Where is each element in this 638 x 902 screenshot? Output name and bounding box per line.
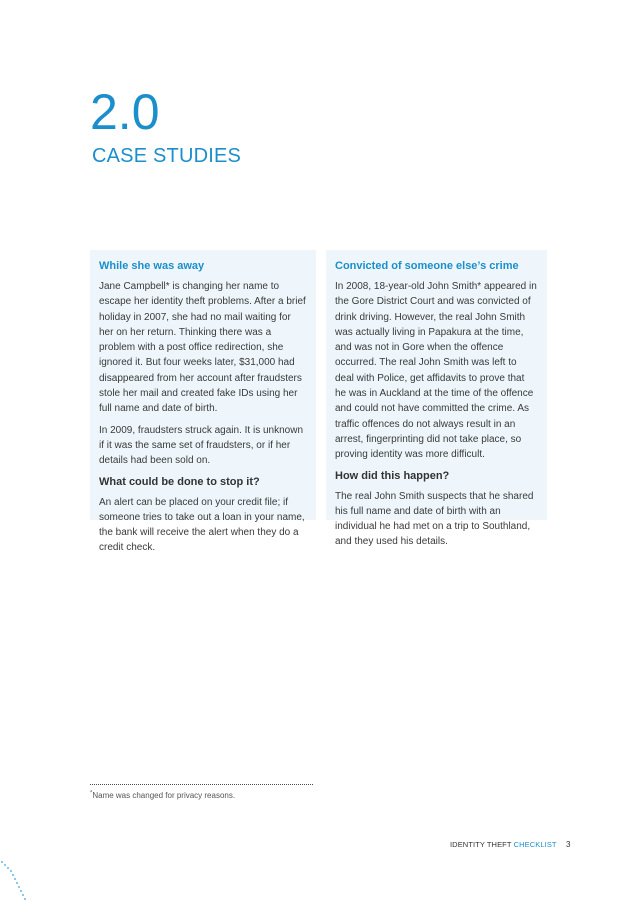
case-paragraph: An alert can be placed on your credit file; if someone tries to take out a loan in your name, the bank will receive the alert when they do a credit check. [99, 496, 305, 554]
case-paragraph: The real John Smith suspects that he shared his full name and date of birth with an individual he had met on a trip to Southland, and they used his details. [335, 490, 534, 548]
section-title: CASE STUDIES [92, 145, 242, 167]
case-heading: While she was away [99, 260, 205, 272]
footnote-text: Name was changed for privacy reasons. [92, 791, 236, 800]
section-number: 2.0 [90, 84, 160, 140]
footnote-marker: * [90, 790, 93, 797]
case-heading: Convicted of someone else’s crime [335, 260, 519, 272]
decorative-dotted-curve [0, 856, 40, 902]
footer-label-part-1: IDENTITY THEFT [450, 840, 512, 849]
case-paragraph: In 2008, 18-year-old John Smith* appeared in the Gore District Court and was convicted of drink driving. However, the real John Smith was actually living in Papakura at the time, and was not in Gore when the offence occurred. The real John Smith was left to deal with Police, get affidavits to prove that he was in Auckland at the time of the offence and could not have committed the crime. As traffic offences do not always result in an arrest, fingerprinting did not take place, so proving identity was more difficult. [335, 281, 537, 461]
case-paragraph: In 2009, fraudsters struck again. It is unknown if it was the same set of fraudsters, or if her details had been sold on. [99, 424, 303, 467]
page-number: 3 [566, 840, 571, 849]
case-study-card-left [90, 250, 316, 554]
footnote [90, 790, 235, 801]
case-paragraph: Jane Campbell* is changing her name to escape her identity theft problems. After a brief holiday in 2007, she had no mail waiting for her on her return. Thinking there was a problem with a post office redirection, she ignored it. But four weeks later, $31,000 had disappeared from her account after fraudsters stole her mail and created fake IDs using her full name and date of birth. [99, 281, 306, 415]
footnote-divider [90, 784, 313, 785]
footer-label-part-2: CHECKLIST [513, 840, 557, 849]
case-subheading: What could be done to stop it? [99, 475, 260, 488]
footer-label [450, 840, 557, 850]
case-subheading: How did this happen? [335, 469, 450, 482]
case-study-card-right [326, 250, 547, 548]
